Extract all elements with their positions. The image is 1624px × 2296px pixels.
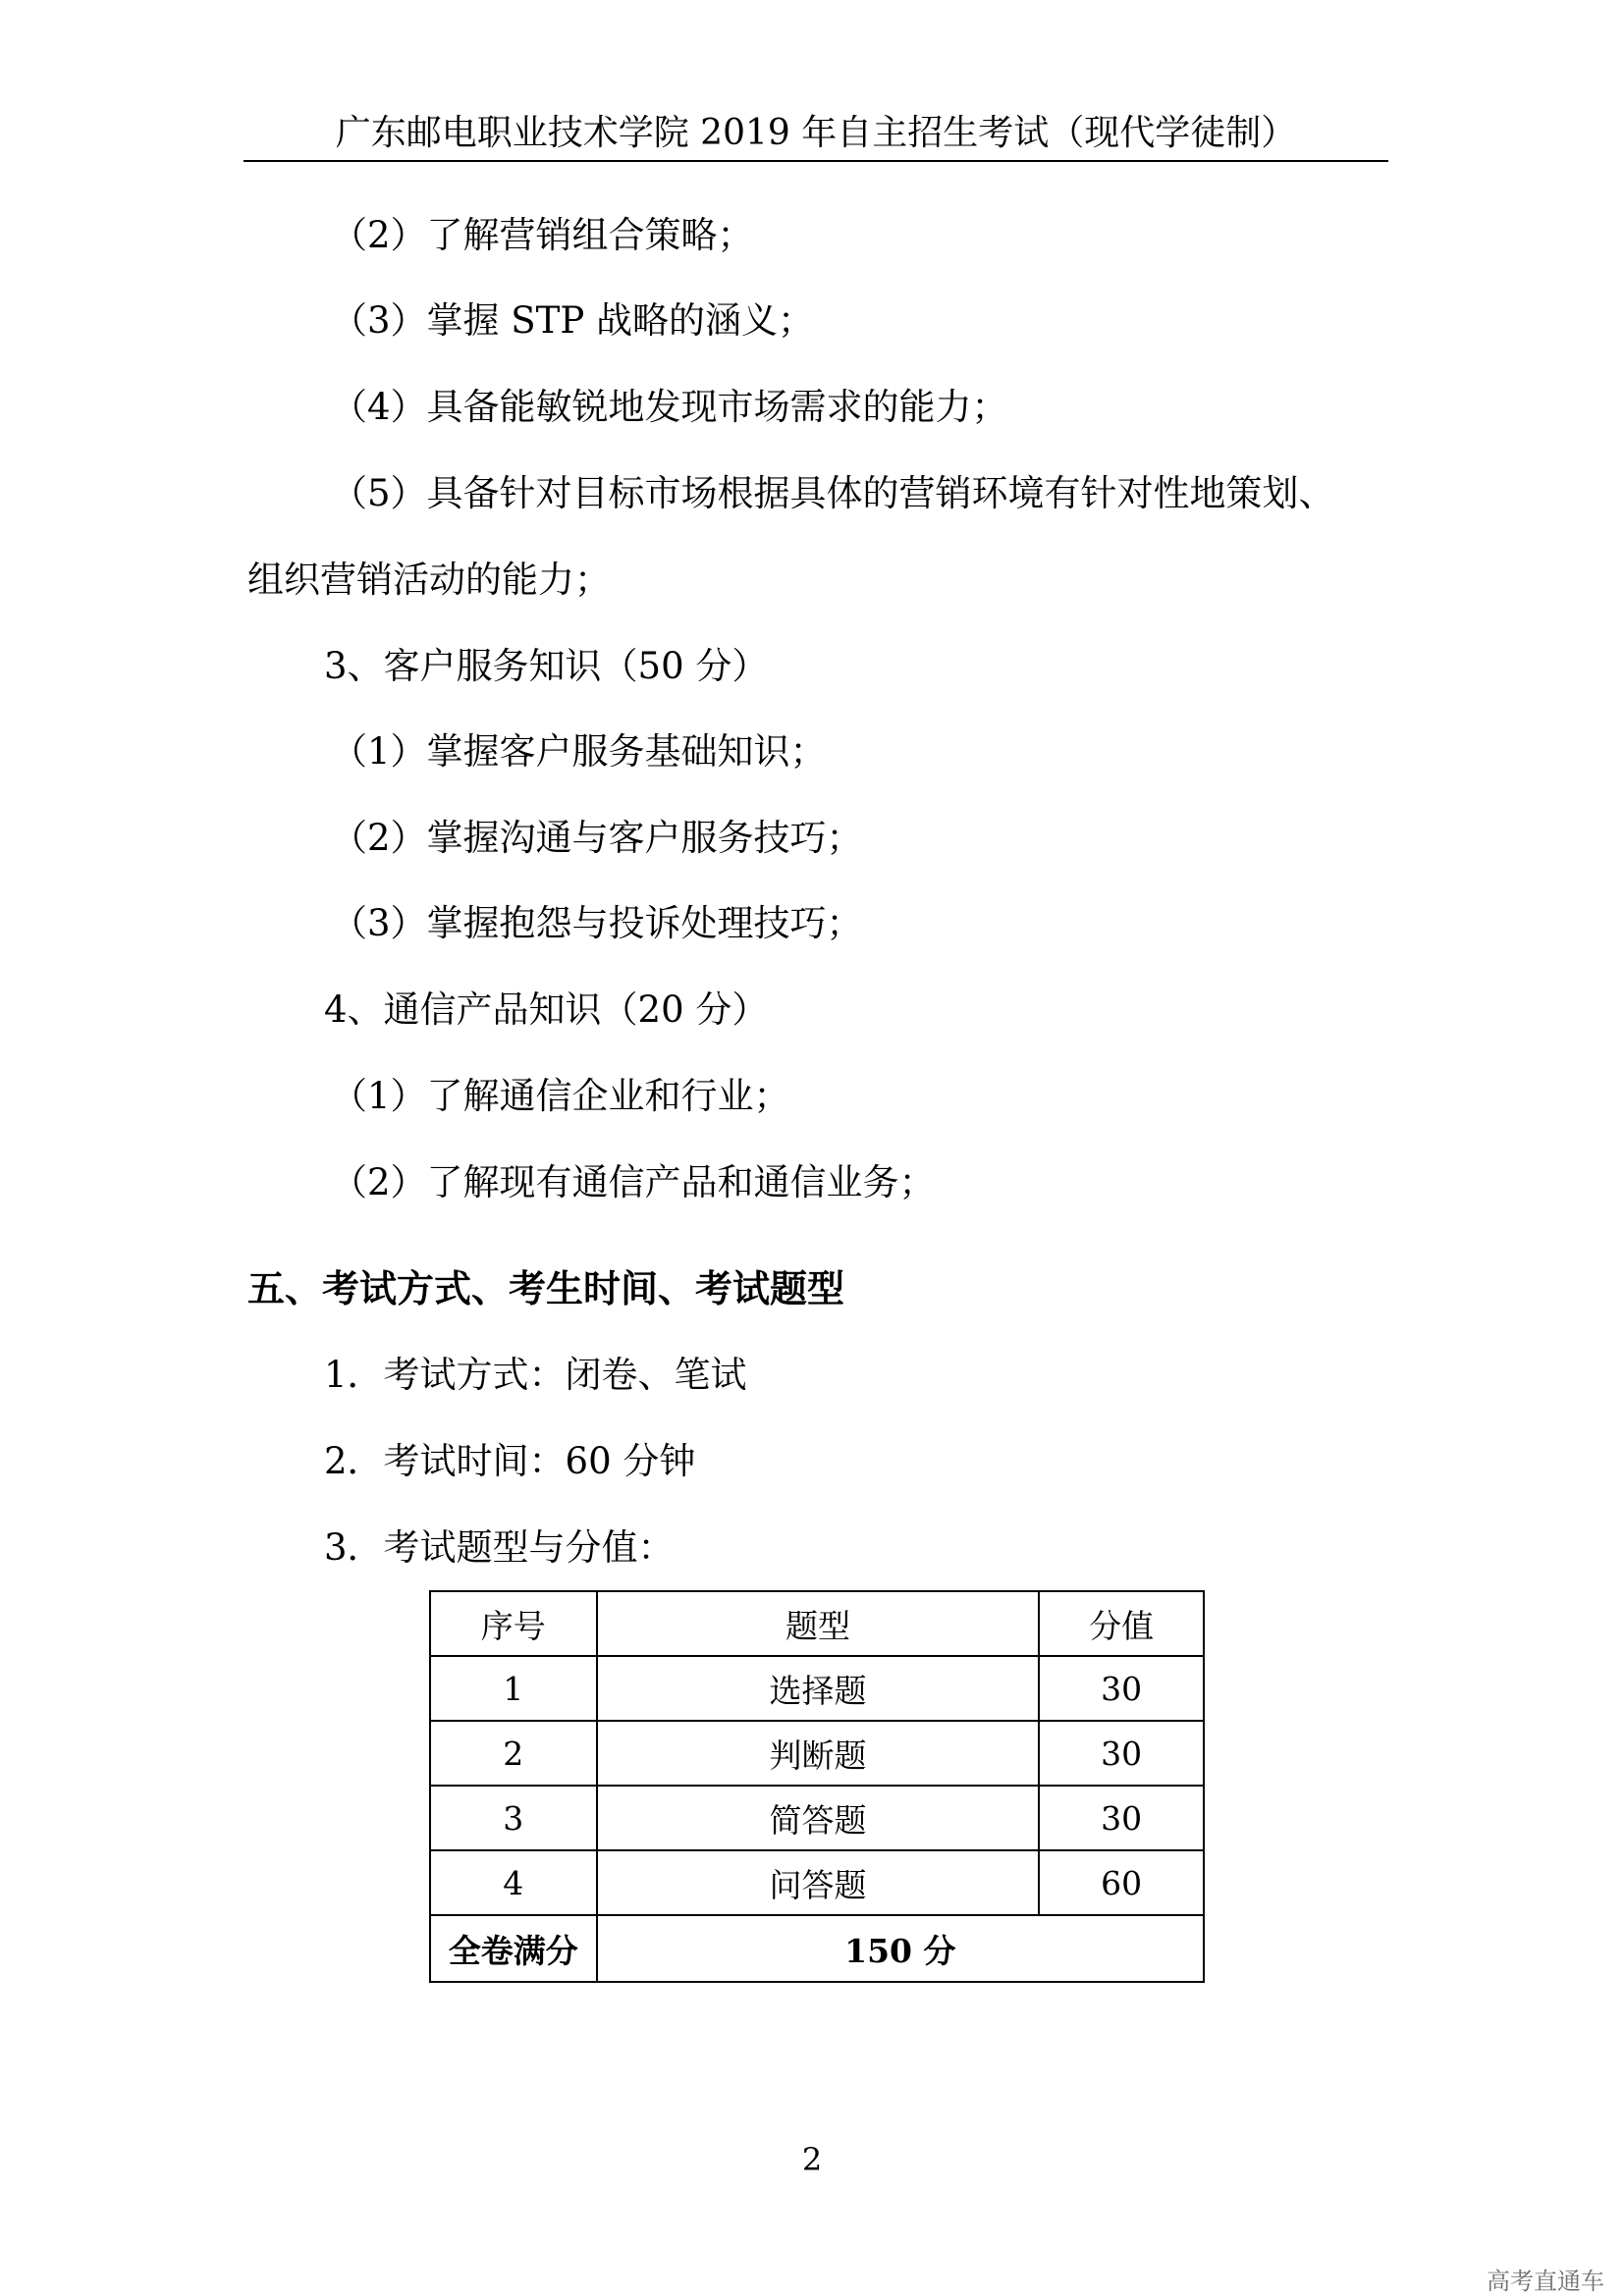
- text-line: （5）具备针对目标市场根据具体的营销环境有针对性地策划、: [331, 472, 1335, 514]
- watermark: 高考直通车: [1487, 2268, 1604, 2295]
- total-value: 150 分: [597, 1915, 1204, 1982]
- table-cell: 4: [430, 1850, 597, 1915]
- table-total-row: [430, 1915, 1204, 1982]
- table-row: [430, 1786, 1204, 1850]
- table-header-cell: 序号: [430, 1591, 597, 1656]
- table-cell: 判断题: [597, 1721, 1040, 1786]
- table-cell: 选择题: [597, 1656, 1040, 1721]
- section-item: 3．考试题型与分值：: [324, 1526, 675, 1569]
- table-cell: 30: [1039, 1721, 1204, 1786]
- table-cell: 问答题: [597, 1850, 1040, 1915]
- text-line: 4、通信产品知识（20 分）: [324, 988, 769, 1031]
- table-cell: 60: [1039, 1850, 1204, 1915]
- text-line: （3）掌握抱怨与投诉处理技巧；: [331, 902, 863, 944]
- text-line: （2）了解现有通信产品和通信业务；: [331, 1161, 936, 1203]
- text-line: （2）掌握沟通与客户服务技巧；: [331, 817, 863, 859]
- text-line: （1）掌握客户服务基础知识；: [331, 730, 827, 773]
- text-line: （2）了解营销组合策略；: [331, 214, 754, 256]
- table-header-cell: 分值: [1039, 1591, 1204, 1656]
- table-cell: 简答题: [597, 1786, 1040, 1850]
- section-heading: 五、考试方式、考生时间、考试题型: [247, 1266, 845, 1310]
- page-number: 2: [801, 2141, 823, 2178]
- score-table: [429, 1590, 1205, 1983]
- text-line: （3）掌握 STP 战略的涵义；: [331, 299, 814, 342]
- section-item: 2．考试时间：60 分钟: [324, 1440, 696, 1482]
- text-line: 组织营销活动的能力；: [247, 559, 611, 601]
- table-cell: 3: [430, 1786, 597, 1850]
- text-line: （1）了解通信企业和行业；: [331, 1075, 790, 1117]
- table-row: [430, 1656, 1204, 1721]
- table-row: [430, 1850, 1204, 1915]
- header-rule: [244, 160, 1388, 162]
- text-line: （4）具备能敏锐地发现市场需求的能力；: [331, 386, 1008, 428]
- page-header: 广东邮电职业技术学院 2019 年自主招生考试（现代学徒制）: [335, 113, 1297, 153]
- table-cell: 2: [430, 1721, 597, 1786]
- total-label: 全卷满分: [430, 1915, 597, 1982]
- table-row: [430, 1721, 1204, 1786]
- table-cell: 30: [1039, 1656, 1204, 1721]
- table-header-row: [430, 1591, 1204, 1656]
- table-cell: 30: [1039, 1786, 1204, 1850]
- table-cell: 1: [430, 1656, 597, 1721]
- table-header-cell: 题型: [597, 1591, 1040, 1656]
- section-item: 1．考试方式：闭卷、笔试: [324, 1354, 747, 1396]
- text-line: 3、客户服务知识（50 分）: [324, 645, 769, 687]
